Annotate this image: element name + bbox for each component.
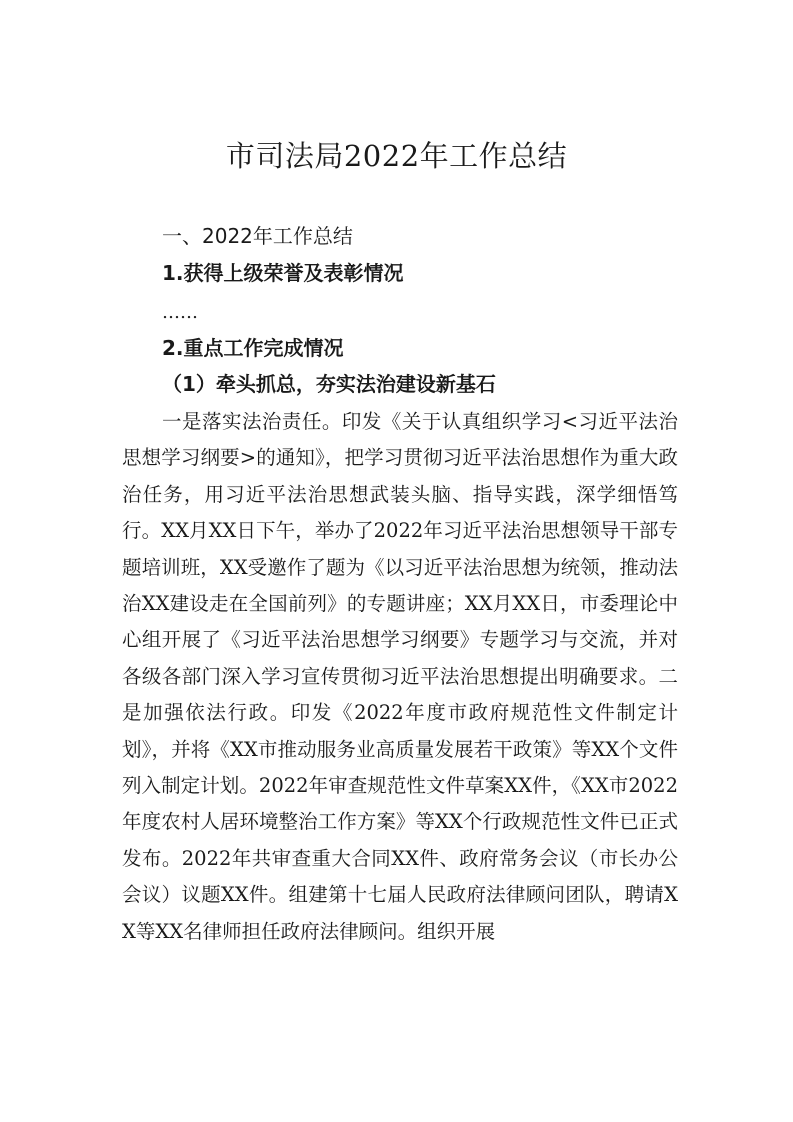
item-heading-1: （1）牵头抓总，夯实法治建设新基石 [162,372,496,396]
document-title: 市司法局2022年工作总结 [225,139,568,173]
subsection-heading-2: 2.重点工作完成情况 [162,336,344,360]
body-paragraph-1: 一是落实法治责任。印发《关于认真组织学习<习近平法治思想学习纲要>的通知》，把学习贯彻习近平法治思想作为重大政治任务，用习近平法治思想武装头脑、指导实践，深学细悟笃行。XX月XX日下午，举办了2022年习近平法治思想领导干部专题培训班，XX受邀作了题为《以习近平法治思想为统领，推动法治XX建设走在全国前列》的专题讲座；XX月XX日，市委理论中心组开展了《习近平法治思想学习纲要》专题学习与交流，并对各级各部门深入学习宣传贯彻习近平法治思想提出明确要求。二是加强依法行政。印发《2022年度市政府规范性文件制定计划》，并将《XX市推动服务业高质量发展若干政策》等XX个文件列入制定计划。2022年审查规范性文件草案XX件，《XX市2022年度农村人居环境整治工作方案》等XX个行政规范性文件已正式发布。2022年共审查重大合同XX件、政府常务会议（市长办公会议）议题XX件。组建第十七届人民政府法律顾问团队，聘请XX等XX名律师担任政府法律顾问。组织开展 [122,410,678,943]
subsection-heading-1: 1.获得上级荣誉及表彰情况 [162,261,404,285]
ellipsis-placeholder: …… [162,302,198,323]
section-heading-1: 一、2022年工作总结 [162,224,353,248]
